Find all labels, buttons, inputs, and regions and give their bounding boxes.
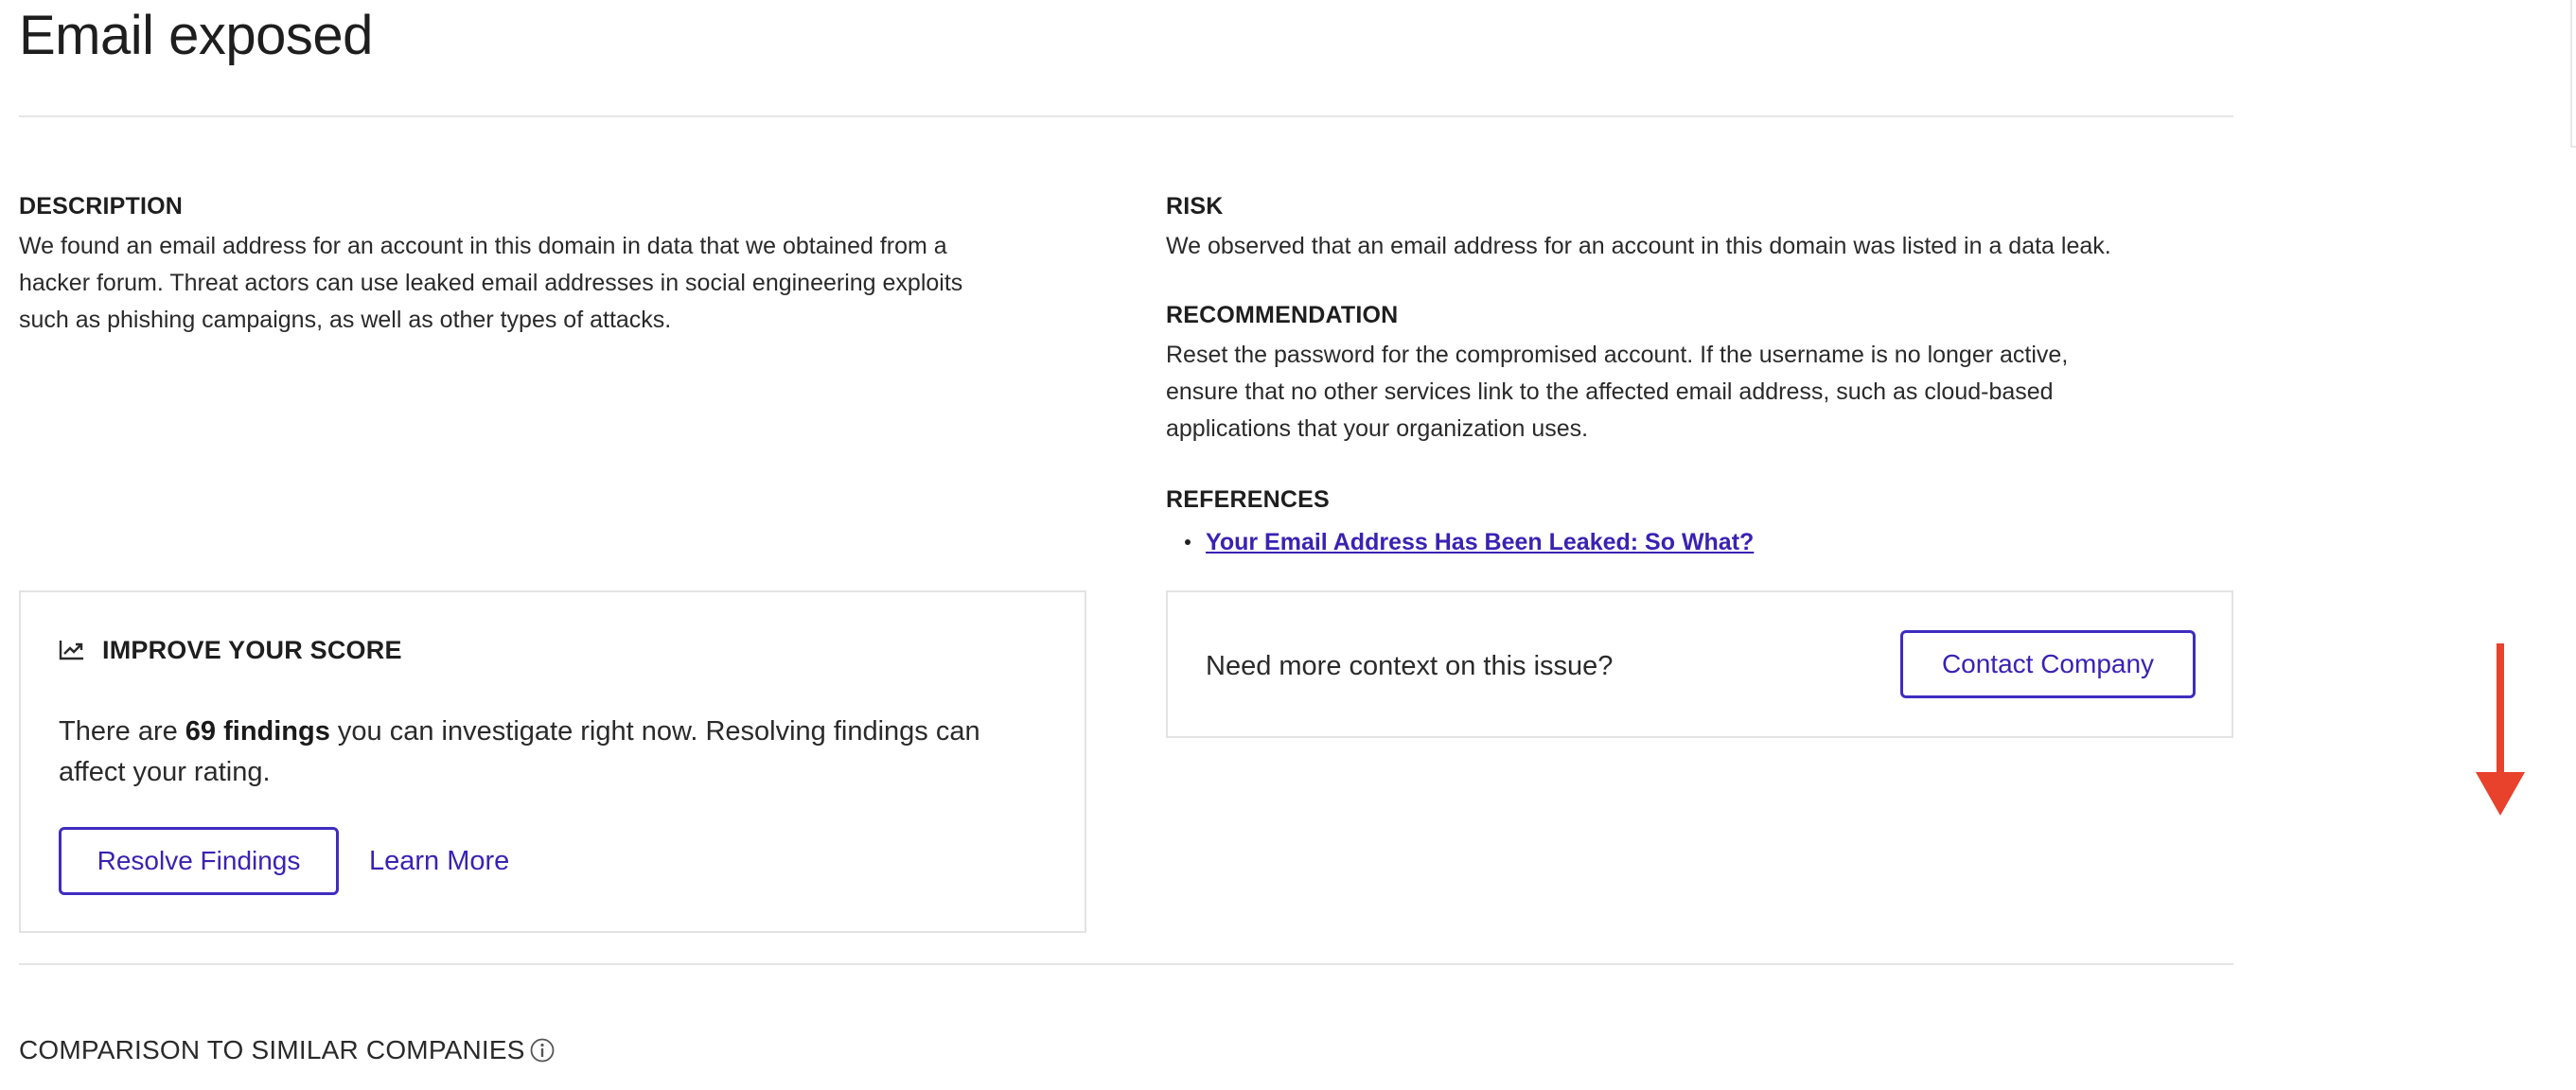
recommendation-line: Reset the password for the compromised account. If the username is no longer active, xyxy=(1166,342,2069,368)
window-edge xyxy=(2570,0,2576,148)
resolve-findings-button[interactable]: Resolve Findings xyxy=(59,827,339,895)
recommendation-line: ensure that no other services link to the affected email address, such as cloud-based xyxy=(1166,378,2054,405)
title-divider xyxy=(19,115,2233,117)
recommendation-text xyxy=(1166,337,2235,448)
comparison-heading xyxy=(19,1035,556,1065)
references-label: REFERENCES xyxy=(1166,486,1330,513)
learn-more-link[interactable]: Learn More xyxy=(369,846,510,876)
improve-score-text xyxy=(59,712,1062,793)
references-list xyxy=(1206,527,2235,557)
down-arrow-icon xyxy=(2474,643,2527,818)
risk-section xyxy=(1166,192,2235,265)
description-line: We found an email address for an account in this domain in data that we obtained from a xyxy=(19,233,947,259)
description-line: such as phishing campaigns, as well as other types of attacks. xyxy=(19,307,672,333)
comparison-label: COMPARISON TO SIMILAR COMPANIES xyxy=(19,1035,525,1064)
risk-label: RISK xyxy=(1166,193,1224,220)
risk-text: We observed that an email address for an account in this domain was listed in a data leak. xyxy=(1166,233,2111,259)
improve-score-card xyxy=(19,590,1086,933)
section-divider xyxy=(19,963,2233,965)
recommendation-section xyxy=(1166,301,2235,448)
score-text-line2: affect your rating. xyxy=(59,757,271,787)
context-text: Need more context on this issue? xyxy=(1206,651,1614,681)
info-icon[interactable] xyxy=(529,1037,556,1064)
score-text-before: There are xyxy=(59,716,185,747)
references-section xyxy=(1166,485,2235,557)
recommendation-line: applications that your organization uses. xyxy=(1166,415,1589,442)
improve-score-label: IMPROVE YOUR SCORE xyxy=(102,636,402,664)
context-card xyxy=(1166,590,2233,738)
recommendation-label: RECOMMENDATION xyxy=(1166,302,1399,328)
description-label: DESCRIPTION xyxy=(19,193,184,220)
contact-company-button[interactable]: Contact Company xyxy=(1900,630,2196,698)
findings-count: 69 findings xyxy=(185,716,330,747)
score-text-after: you can investigate right now. Resolving findings can xyxy=(329,716,980,747)
reference-link[interactable]: Your Email Address Has Been Leaked: So What? xyxy=(1206,529,1755,555)
improve-score-header xyxy=(59,636,402,664)
description-text xyxy=(19,228,1107,339)
description-section xyxy=(19,192,1107,339)
reference-item xyxy=(1206,527,2235,557)
page-title: Email exposed xyxy=(19,5,373,66)
description-line: hacker forum. Threat actors can use leaked email addresses in social engineering exploits xyxy=(19,270,963,296)
trend-chart-icon xyxy=(59,639,85,661)
